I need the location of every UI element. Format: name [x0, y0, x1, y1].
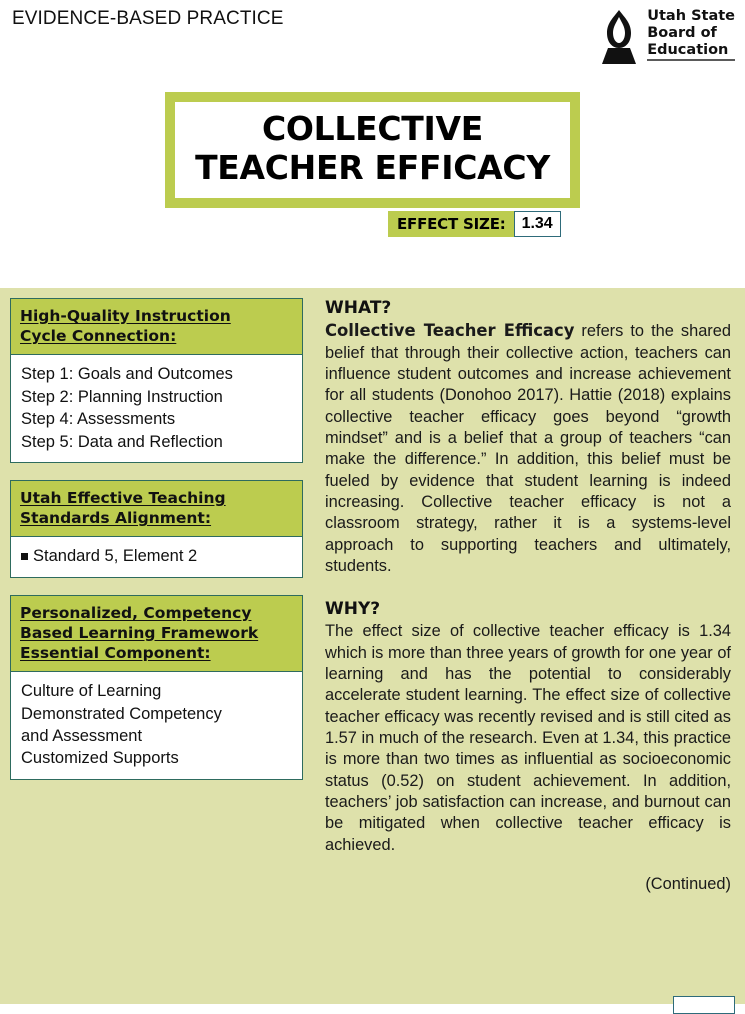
- why-section: [325, 599, 731, 856]
- what-body-text: refers to the shared belief that through their collective action, teachers can influence student outcomes and increase achievement for all students (Donohoo 2017). Hattie (2018) explains collective teacher efficacy goes beyond “growth mindset” and is a belief that a group of teachers “can make the difference.” In addition, this belief must be fueled by evidence that student learning is indeed increasing. Collective teacher efficacy is not a classroom strategy, rather it is a systems-level approach to supporting teachers and ultimately, students.: [325, 322, 731, 575]
- effect-size-label: EFFECT SIZE:: [388, 211, 514, 237]
- list-item: Culture of Learning: [21, 682, 162, 701]
- what-section-title: WHAT?: [325, 298, 392, 318]
- logo-line-3: Education: [647, 41, 729, 58]
- what-section: [325, 298, 731, 577]
- effect-size-badge: [388, 211, 561, 237]
- list-item: and Assessment: [21, 727, 143, 746]
- sidebar-box-hqi-cycle: [10, 298, 303, 463]
- list-item: Step 4: Assessments: [21, 410, 176, 429]
- heading-line: Personalized, Competency: [20, 603, 252, 622]
- title-frame: [165, 92, 580, 208]
- page-title: [175, 102, 570, 198]
- effect-size-value: 1.34: [514, 211, 561, 237]
- heading-line: Essential Component:: [20, 644, 211, 663]
- sidebar-box-pcbl-framework: [10, 595, 303, 780]
- title-section: [0, 80, 745, 245]
- evidence-based-practice-label: EVIDENCE-BASED PRACTICE: [12, 8, 284, 29]
- sidebar-box-hqi-cycle-body: [11, 355, 302, 462]
- sidebar-box-teaching-standards-body: [11, 537, 302, 576]
- list-item: [21, 545, 292, 567]
- why-section-body: The effect size of collective teacher efficacy is 1.34 which is more than three years of growth for one year of learning and has the potential to considerably accelerate student learning. The effect size of collective teacher efficacy was recently revised and is still cited as 1.57 in much of the research. Even at 1.34, this practice is more than two times as influential as socioeconomic status (0.52) on student achievement. In addition, teachers’ job satisfaction can increase, and burnout can be mitigated when collective teacher efficacy is achieved.: [325, 622, 731, 854]
- heading-line: Utah Effective Teaching: [20, 489, 226, 508]
- title-line-1: COLLECTIVE: [262, 109, 483, 148]
- what-lead-term: Collective Teacher Efficacy: [325, 321, 575, 341]
- list-item: Demonstrated Competency: [21, 704, 222, 723]
- usbe-logo-text: [647, 8, 735, 61]
- list-item: Step 5: Data and Reflection: [21, 432, 223, 451]
- page-header: [0, 0, 745, 80]
- list-item: Step 2: Planning Instruction: [21, 387, 223, 406]
- what-section-body: [325, 320, 731, 577]
- why-section-title: WHY?: [325, 599, 381, 620]
- heading-line: Based Learning Framework: [20, 623, 259, 642]
- list-item-label: Standard 5, Element 2: [33, 547, 198, 566]
- sidebar-box-teaching-standards: [10, 480, 303, 578]
- sidebar-box-pcbl-framework-body: [11, 672, 302, 779]
- bottom-partial-box: [673, 996, 735, 1014]
- content-panel: [0, 288, 745, 1004]
- square-bullet-icon: [21, 553, 28, 560]
- title-line-2: TEACHER EFFICACY: [195, 147, 550, 187]
- logo-line-1: Utah State: [647, 8, 735, 24]
- continued-label: (Continued): [645, 875, 731, 894]
- list-item: Step 1: Goals and Outcomes: [21, 365, 233, 384]
- logo-line-2: Board of: [647, 24, 717, 41]
- sidebar-box-pcbl-framework-header: [11, 596, 302, 672]
- usbe-logo: [598, 8, 735, 71]
- list-item: Customized Supports: [21, 749, 179, 768]
- sidebar-box-hqi-cycle-header: [11, 299, 302, 355]
- heading-line: High-Quality Instruction: [20, 307, 231, 325]
- heading-line: Cycle Connection:: [20, 327, 177, 346]
- flame-torch-icon: [598, 8, 640, 71]
- sidebar: [10, 298, 303, 797]
- heading-line: Standards Alignment:: [20, 509, 212, 528]
- sidebar-box-teaching-standards-header: [11, 481, 302, 537]
- content-columns: [0, 288, 745, 894]
- main-content: [325, 298, 733, 894]
